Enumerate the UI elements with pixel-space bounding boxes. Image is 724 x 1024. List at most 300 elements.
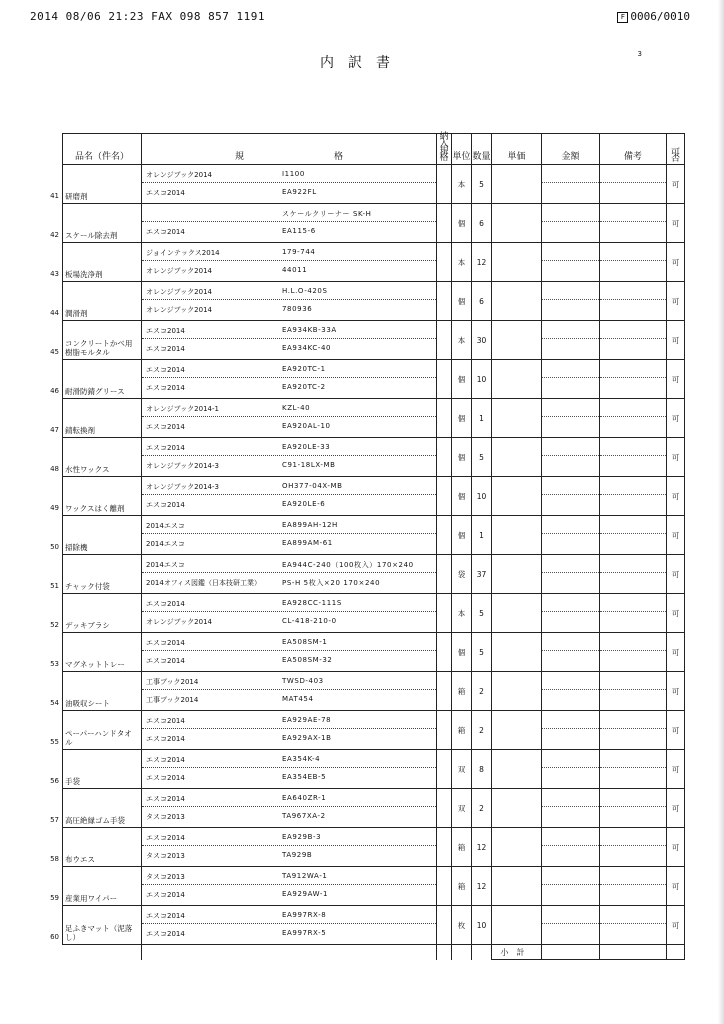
item-unit: 本 [452,594,472,633]
item-qty: 6 [472,204,492,243]
spec-line [142,516,436,534]
item-qty: 10 [472,906,492,945]
spec-line [142,222,436,239]
item-qty: 37 [472,555,492,594]
table-row [63,594,685,633]
spec-maker: 工事ブック2014 [146,696,199,704]
item-name-cell [50,555,142,594]
spec-code: TA912WA-1 [282,872,328,880]
spec-maker: エスコ2014 [146,756,185,764]
item-unit: 本 [452,165,472,204]
item-name-cell [50,243,142,282]
spec-line [142,789,436,807]
item-name: 足ふきマット（泥落し） [65,924,133,942]
col-delivery-spec: 納入規格 [437,134,452,165]
spec-maker: エスコ2014 [146,717,185,725]
breakdown-table [50,132,685,960]
item-unit: 双 [452,750,472,789]
spec-code: C91-18LX-MB [282,461,336,469]
item-unit: 個 [452,204,472,243]
item-name: 潤滑剤 [65,309,88,318]
item-availability: 可 [667,477,685,516]
item-name-cell [50,438,142,477]
spec-code: EA934KC-40 [282,344,332,352]
item-amount [542,438,600,477]
item-number: 47 [50,426,59,434]
subtotal-blank [452,945,472,960]
item-amount [542,633,600,672]
item-unit-price [492,633,542,672]
table-row [63,399,685,438]
spec-maker: オレンジブック2014 [146,618,212,626]
item-number: 56 [50,777,59,785]
item-availability: 可 [667,633,685,672]
remarks-line [600,555,666,573]
item-name: チャック付袋 [65,582,110,591]
spec-code: EA354K-4 [282,755,321,763]
item-qty: 10 [472,360,492,399]
spec-code: I1100 [282,170,305,178]
spec-code: EA929B-3 [282,833,322,841]
item-name: デッキブラシ [65,621,110,630]
subtotal-blank [142,945,437,960]
item-unit-price [492,204,542,243]
spec-code: EA929AW-1 [282,890,328,898]
item-remarks [600,360,667,399]
item-unit: 個 [452,633,472,672]
item-qty: 5 [472,438,492,477]
spec-line [142,456,436,473]
table-row [63,165,685,204]
spec-code: EA922FL [282,188,317,196]
spec-maker: エスコ2014 [146,228,185,236]
spec-code: EA354EB-5 [282,773,327,781]
item-availability: 可 [667,828,685,867]
item-number: 45 [50,348,59,356]
spec-maker: 2014エスコ [146,540,185,548]
item-remarks [600,789,667,828]
item-spec-cell [142,711,437,750]
item-name: 板場洗浄剤 [65,270,103,279]
item-amount [542,906,600,945]
item-unit-price [492,789,542,828]
item-unit: 個 [452,438,472,477]
item-amount [542,360,600,399]
item-number: 42 [50,231,59,239]
item-name: 水性ワックス [65,465,110,474]
item-unit: 箱 [452,867,472,906]
amount-line [542,828,599,846]
spec-code: CL-418-210-0 [282,617,337,625]
item-delivery-spec [437,516,452,555]
item-delivery-spec [437,906,452,945]
item-delivery-spec [437,711,452,750]
item-name-cell [50,789,142,828]
spec-line [142,768,436,785]
spec-maker: エスコ2014 [146,384,185,392]
item-qty: 5 [472,633,492,672]
item-availability: 可 [667,594,685,633]
remarks-line [600,477,666,495]
item-remarks [600,672,667,711]
item-number: 51 [50,582,59,590]
item-qty: 2 [472,711,492,750]
item-name-cell [50,360,142,399]
amount-line [542,165,599,183]
item-unit-price [492,750,542,789]
item-number: 59 [50,894,59,902]
item-number: 50 [50,543,59,551]
spec-code: MAT454 [282,695,314,703]
spec-maker: エスコ2014 [146,912,185,920]
item-number: 48 [50,465,59,473]
item-name: 油吸収シート [65,699,110,708]
spec-maker: 2014エスコ [146,561,185,569]
item-name: コンクリートかべ用樹脂モルタル [65,339,133,357]
item-unit: 枚 [452,906,472,945]
amount-line [542,477,599,495]
spec-maker: エスコ2014 [146,891,185,899]
item-name: マグネットトレー [65,660,125,669]
item-delivery-spec [437,555,452,594]
item-unit: 本 [452,321,472,360]
item-name: 錆転換剤 [65,426,95,435]
item-spec-cell [142,321,437,360]
item-name: スケール除去剤 [65,231,118,240]
table-row [63,438,685,477]
item-number: 41 [50,192,59,200]
item-unit: 双 [452,789,472,828]
item-qty: 6 [472,282,492,321]
remarks-line [600,204,666,222]
item-qty: 12 [472,867,492,906]
col-name: 品名（件名） [63,134,142,165]
item-delivery-spec [437,438,452,477]
remarks-line [600,438,666,456]
item-name-cell [50,204,142,243]
spec-code: EA508SM-32 [282,656,333,664]
spec-code: EA899AM-61 [282,539,333,547]
item-number: 57 [50,816,59,824]
spec-line [142,573,436,590]
spec-code: EA997RX-5 [282,929,327,937]
col-spec [142,134,437,165]
spec-code: H.L.O-420S [282,287,328,295]
item-number: 54 [50,699,59,707]
item-remarks [600,438,667,477]
item-amount [542,789,600,828]
item-name: 研磨剤 [65,192,88,201]
amount-line [542,516,599,534]
item-spec-cell [142,399,437,438]
remarks-line [600,633,666,651]
spec-maker: タスコ2013 [146,852,185,860]
table-row [63,906,685,945]
item-remarks [600,477,667,516]
spec-code: TWSD-403 [282,677,324,685]
remarks-line [600,672,666,690]
spec-maker: エスコ2014 [146,834,185,842]
spec-maker: エスコ2014 [146,423,185,431]
table-row [63,750,685,789]
item-name-cell [50,828,142,867]
spec-line [142,183,436,200]
item-unit: 袋 [452,555,472,594]
item-remarks [600,828,667,867]
spec-maker: ジョインテックス2014 [146,249,220,257]
item-unit-price [492,906,542,945]
subtotal-label: 小計 [492,945,542,960]
amount-line [542,750,599,768]
item-delivery-spec [437,789,452,828]
col-spec-b: 格 [334,152,344,162]
subtotal-row [63,945,685,960]
spec-maker: エスコ2014 [146,930,185,938]
spec-code: OH377-04X-MB [282,482,343,490]
spec-line [142,612,436,629]
item-spec-cell [142,204,437,243]
amount-line [542,789,599,807]
item-qty: 12 [472,828,492,867]
spec-line [142,729,436,746]
item-availability: 可 [667,555,685,594]
page-number: 3 [637,50,642,58]
item-unit-price [492,828,542,867]
item-amount [542,204,600,243]
amount-line [542,711,599,729]
spec-code: EA929AX-1B [282,734,332,742]
table-row [63,243,685,282]
spec-maker: エスコ2014 [146,774,185,782]
item-delivery-spec [437,750,452,789]
item-name: 掃除機 [65,543,88,552]
item-availability: 可 [667,438,685,477]
item-availability: 可 [667,204,685,243]
item-availability: 可 [667,321,685,360]
spec-line [142,477,436,495]
spec-code: EA899AH-12H [282,521,338,529]
spec-maker: エスコ2014 [146,345,185,353]
spec-line [142,534,436,551]
item-unit: 箱 [452,828,472,867]
item-remarks [600,867,667,906]
item-availability: 可 [667,399,685,438]
spec-code: EA934KB-33A [282,326,337,334]
item-remarks [600,516,667,555]
remarks-line [600,906,666,924]
item-unit: 箱 [452,672,472,711]
spec-code: EA640ZR-1 [282,794,327,802]
item-availability: 可 [667,867,685,906]
item-remarks [600,321,667,360]
item-number: 49 [50,504,59,512]
item-amount [542,243,600,282]
amount-line [542,672,599,690]
item-unit: 個 [452,282,472,321]
spec-line [142,633,436,651]
spec-code: EA929AE-78 [282,716,332,724]
item-spec-cell [142,360,437,399]
remarks-line [600,399,666,417]
item-remarks [600,711,667,750]
item-amount [542,828,600,867]
fax-page-indicator [617,10,690,23]
item-qty: 1 [472,516,492,555]
remarks-line [600,750,666,768]
item-availability: 可 [667,360,685,399]
item-spec-cell [142,282,437,321]
spec-line [142,399,436,417]
spec-line [142,339,436,356]
item-unit-price [492,321,542,360]
item-amount [542,516,600,555]
amount-line [542,438,599,456]
table-row [63,867,685,906]
remarks-line [600,321,666,339]
spec-maker: エスコ2014 [146,444,185,452]
item-delivery-spec [437,828,452,867]
item-delivery-spec [437,672,452,711]
col-unit: 単位 [452,134,472,165]
spec-code: EA115-6 [282,227,316,235]
item-unit-price [492,360,542,399]
table-row [63,672,685,711]
item-remarks [600,555,667,594]
table-row [63,477,685,516]
subtotal-blank [63,945,142,960]
item-name-cell [50,594,142,633]
item-name-cell [50,867,142,906]
item-availability: 可 [667,243,685,282]
remarks-line [600,594,666,612]
remarks-line [600,516,666,534]
col-qty: 数量 [472,134,492,165]
item-unit-price [492,867,542,906]
item-amount [542,165,600,204]
item-number: 43 [50,270,59,278]
item-name-cell [50,906,142,945]
item-number: 55 [50,738,59,746]
spec-line [142,867,436,885]
spec-line [142,924,436,941]
spec-code: EA920TC-2 [282,383,326,391]
spec-maker: エスコ2014 [146,735,185,743]
fax-page-number: 0006/0010 [630,10,690,23]
spec-maker: タスコ2013 [146,873,185,881]
item-availability: 可 [667,672,685,711]
item-unit-price [492,516,542,555]
item-remarks [600,750,667,789]
subtotal-remarks [600,945,667,960]
table-row [63,321,685,360]
item-name-cell [50,165,142,204]
spec-code: スケールクリーナー SK-H [282,210,372,218]
spec-maker: オレンジブック2014-3 [146,483,219,491]
remarks-line [600,828,666,846]
spec-maker: エスコ2014 [146,600,185,608]
item-remarks [600,165,667,204]
spec-code: EA944C-240（100枚入）170×240 [282,561,414,569]
item-spec-cell [142,555,437,594]
item-number: 58 [50,855,59,863]
col-availability: 可否 [667,134,685,165]
table-row [63,711,685,750]
item-remarks [600,906,667,945]
amount-line [542,360,599,378]
table-row [63,282,685,321]
amount-line [542,282,599,300]
amount-line [542,243,599,261]
amount-line [542,321,599,339]
item-spec-cell [142,477,437,516]
col-remarks: 備考 [600,134,667,165]
item-number: 44 [50,309,59,317]
amount-line [542,555,599,573]
item-amount [542,750,600,789]
spec-line [142,300,436,317]
item-availability: 可 [667,750,685,789]
item-delivery-spec [437,477,452,516]
item-name-cell [50,633,142,672]
amount-line [542,399,599,417]
spec-maker: エスコ2014 [146,795,185,803]
item-unit-price [492,438,542,477]
spec-code: EA508SM-1 [282,638,328,646]
item-qty: 30 [472,321,492,360]
spec-maker: エスコ2014 [146,501,185,509]
item-spec-cell [142,165,437,204]
item-delivery-spec [437,321,452,360]
subtotal-amount [542,945,600,960]
item-spec-cell [142,906,437,945]
table-row [63,360,685,399]
spec-line [142,282,436,300]
item-delivery-spec [437,399,452,438]
item-name-cell [50,711,142,750]
fax-header: 2014 08/06 21:23 FAX 098 857 1191 [30,10,266,23]
col-spec-a: 規 [234,152,244,162]
spec-line [142,438,436,456]
spec-line [142,495,436,512]
spec-code: 44011 [282,266,308,274]
scan-edge [718,0,724,1024]
item-spec-cell [142,789,437,828]
amount-line [542,906,599,924]
item-qty: 2 [472,672,492,711]
spec-code: EA920LE-6 [282,500,326,508]
item-remarks [600,282,667,321]
item-availability: 可 [667,906,685,945]
item-name-cell [50,672,142,711]
spec-code: 179-744 [282,248,316,256]
spec-maker: オレンジブック2014 [146,306,212,314]
item-name-cell [50,282,142,321]
spec-maker: 2014オフィス図鑑（日本技研工業） [146,579,262,587]
item-spec-cell [142,828,437,867]
item-delivery-spec [437,867,452,906]
spec-line [142,165,436,183]
amount-line [542,204,599,222]
item-spec-cell [142,516,437,555]
item-number: 53 [50,660,59,668]
amount-line [542,594,599,612]
item-name: 布ウエス [65,855,95,864]
remarks-line [600,282,666,300]
spec-maker: エスコ2014 [146,189,185,197]
item-amount [542,555,600,594]
remarks-line [600,165,666,183]
item-number: 60 [50,933,59,941]
